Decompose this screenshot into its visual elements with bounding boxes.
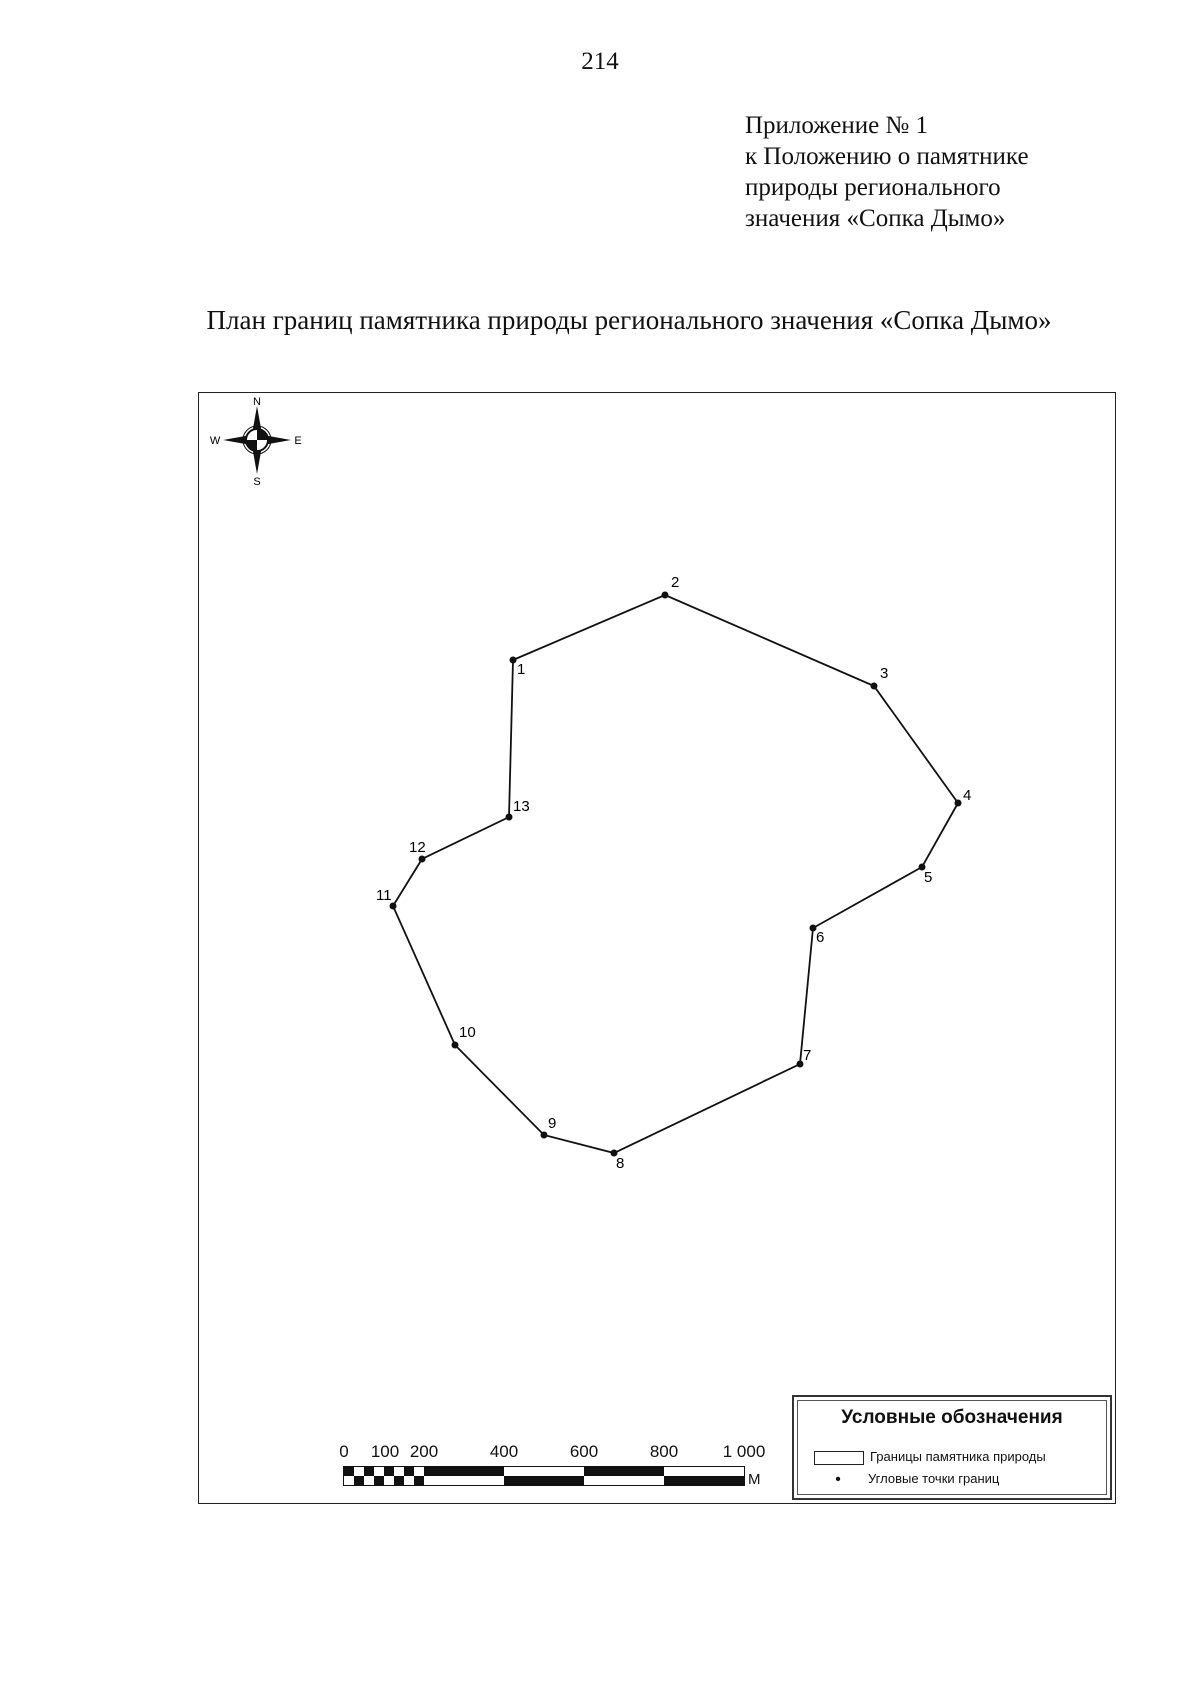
compass-w-label: W: [209, 435, 221, 447]
boundary-point-1: [510, 657, 517, 664]
boundary-point-13: [506, 814, 513, 821]
appendix-line-4: значения «Сопка Дымо»: [745, 205, 1006, 232]
boundary-point-label-13: 13: [513, 798, 530, 815]
legend-row-points: [814, 1471, 999, 1486]
boundary-point-label-11: 11: [376, 887, 392, 904]
map-title: План границ памятника природы регионального значения «Сопка Дымо»: [206, 305, 1052, 335]
boundary-layer: [376, 574, 971, 1172]
appendix-line-3: природы регионального: [745, 174, 1001, 201]
boundary-point-3: [871, 683, 878, 690]
boundary-point-4: [955, 800, 962, 807]
boundary-point-label-3: 3: [880, 665, 889, 682]
legend-points-label: Угловые точки границ: [868, 1471, 1000, 1486]
appendix-line-2: к Положению о памятнике: [745, 143, 1029, 170]
legend-boundary-label: Границы памятника природы: [870, 1449, 1046, 1464]
boundary-point-9: [541, 1132, 548, 1139]
point-dot-icon: •: [835, 1470, 841, 1488]
page-number: 214: [581, 48, 619, 75]
appendix-line-1: Приложение № 1: [745, 112, 929, 139]
scale-tick-800: 800: [649, 1442, 679, 1461]
boundary-point-label-5: 5: [924, 869, 933, 886]
boundary-point-12: [419, 856, 426, 863]
compass-s-label: S: [253, 476, 261, 488]
legend-row-boundary: [814, 1449, 1046, 1465]
legend: [792, 1395, 1112, 1500]
compass-n-label: N: [253, 396, 261, 408]
boundary-point-label-9: 9: [548, 1115, 557, 1132]
boundary-point-label-10: 10: [459, 1024, 476, 1041]
boundary-point-10: [452, 1042, 459, 1049]
boundary-swatch-icon: [814, 1451, 864, 1465]
boundary-point-label-4: 4: [963, 787, 972, 804]
legend-title: Условные обозначения: [841, 1407, 1063, 1428]
scale-bar: [344, 1467, 744, 1485]
boundary-point-label-12: 12: [409, 839, 426, 856]
boundary-point-label-2: 2: [671, 574, 680, 591]
scale-unit: М: [748, 1471, 761, 1488]
scale-tick-400: 400: [489, 1442, 519, 1461]
boundary-point-2: [662, 592, 669, 599]
boundary-point-label-7: 7: [803, 1047, 812, 1064]
scale-tick-600: 600: [569, 1442, 599, 1461]
boundary-point-label-6: 6: [816, 929, 825, 946]
compass-rose-icon: [210, 396, 302, 488]
boundary-point-label-1: 1: [517, 661, 526, 678]
scale-tick-100: 100: [370, 1442, 400, 1461]
boundary-point-label-8: 8: [616, 1155, 625, 1172]
scale-tick-0: 0: [339, 1442, 349, 1461]
boundary-line: [393, 595, 958, 1153]
compass-e-label: E: [294, 435, 302, 447]
scale-tick-200: 200: [409, 1442, 439, 1461]
scale-tick-1000: 1 000: [722, 1442, 766, 1461]
